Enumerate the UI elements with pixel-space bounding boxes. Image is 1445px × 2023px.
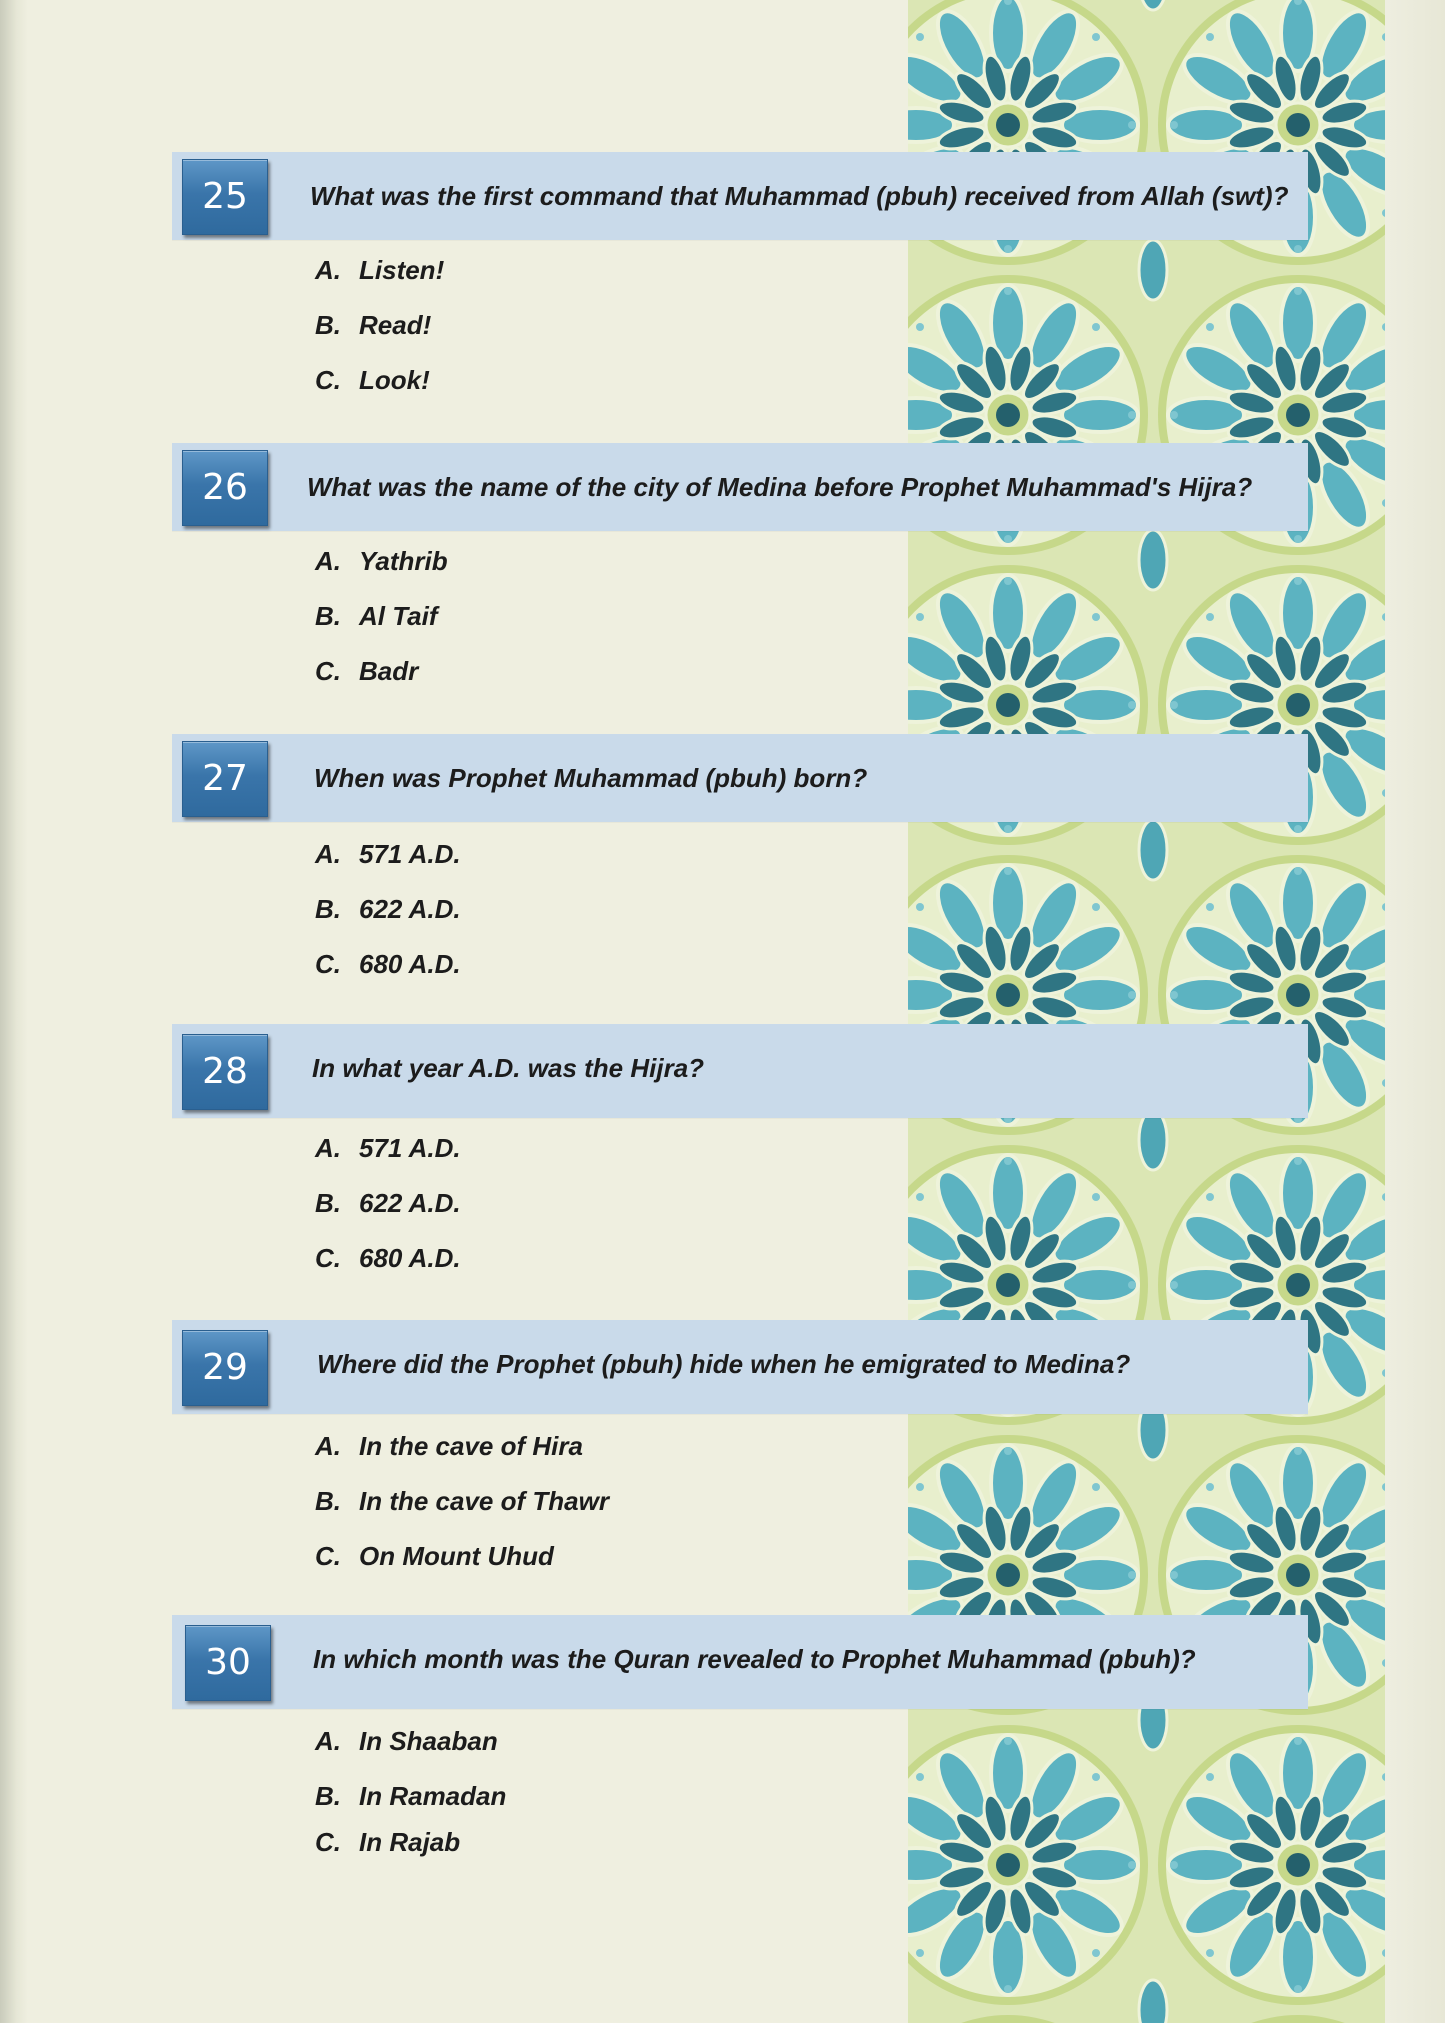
answer-options xyxy=(172,534,1308,699)
answer-option-c[interactable] xyxy=(172,1231,1308,1286)
option-text: Badr xyxy=(359,656,419,686)
question-number-badge: 27 xyxy=(182,741,268,817)
option-letter: C. xyxy=(315,1243,341,1273)
question-banner xyxy=(172,734,1308,822)
answer-option-c[interactable] xyxy=(172,644,1308,699)
option-text: Listen! xyxy=(359,255,445,285)
option-letter: B. xyxy=(315,601,341,631)
option-letter: C. xyxy=(315,1541,341,1571)
question-banner xyxy=(172,1320,1308,1414)
option-text: In the cave of Thawr xyxy=(359,1486,609,1516)
answer-option-a[interactable] xyxy=(172,534,1308,589)
answer-option-a[interactable] xyxy=(172,1419,1308,1474)
question-banner xyxy=(172,152,1308,240)
question-28 xyxy=(172,1024,1308,1286)
question-text: In which month was the Quran revealed to Prophet Muhammad (pbuh)? xyxy=(313,1644,1196,1674)
question-text: What was the name of the city of Medina before Prophet Muhammad's Hijra? xyxy=(307,472,1253,502)
answer-option-b[interactable] xyxy=(172,298,1308,353)
question-text: What was the first command that Muhammad (pbuh) received from Allah (swt)? xyxy=(310,181,1289,211)
option-text: In Shaaban xyxy=(359,1726,498,1756)
right-page-margin xyxy=(1385,0,1445,2023)
option-text: In Rajab xyxy=(359,1827,461,1857)
answer-options xyxy=(172,243,1308,408)
question-banner xyxy=(172,1024,1308,1118)
option-text: 622 A.D. xyxy=(359,894,461,924)
question-27 xyxy=(172,734,1308,992)
question-number-badge: 30 xyxy=(185,1625,271,1701)
answer-options xyxy=(172,1121,1308,1286)
option-letter: A. xyxy=(315,255,341,285)
question-text: Where did the Prophet (pbuh) hide when he emigrated to Medina? xyxy=(317,1349,1131,1379)
question-26 xyxy=(172,443,1308,699)
option-text: In the cave of Hira xyxy=(359,1431,583,1461)
option-letter: A. xyxy=(315,546,341,576)
question-number-badge: 25 xyxy=(182,159,268,235)
option-text: 622 A.D. xyxy=(359,1188,461,1218)
option-text: In Ramadan xyxy=(359,1781,507,1811)
answer-option-a[interactable] xyxy=(172,243,1308,298)
option-letter: C. xyxy=(315,656,341,686)
answer-options xyxy=(172,1419,1308,1584)
option-text: 571 A.D. xyxy=(359,839,461,869)
option-letter: B. xyxy=(315,1188,341,1218)
option-letter: C. xyxy=(315,1827,341,1857)
option-text: Look! xyxy=(359,365,430,395)
answer-option-c[interactable] xyxy=(172,1824,1308,1860)
question-banner xyxy=(172,1615,1308,1709)
option-letter: A. xyxy=(315,839,341,869)
answer-option-c[interactable] xyxy=(172,937,1308,992)
question-30 xyxy=(172,1615,1308,1860)
option-letter: B. xyxy=(315,310,341,340)
question-banner xyxy=(172,443,1308,531)
question-number-badge: 26 xyxy=(182,450,268,526)
option-text: 680 A.D. xyxy=(359,949,461,979)
option-letter: C. xyxy=(315,365,341,395)
option-letter: B. xyxy=(315,894,341,924)
option-text: 680 A.D. xyxy=(359,1243,461,1273)
option-letter: C. xyxy=(315,949,341,979)
question-text: When was Prophet Muhammad (pbuh) born? xyxy=(314,763,868,793)
answer-option-b[interactable] xyxy=(172,589,1308,644)
answer-option-b[interactable] xyxy=(172,882,1308,937)
question-number-badge: 29 xyxy=(182,1330,268,1406)
question-text: In what year A.D. was the Hijra? xyxy=(312,1053,705,1083)
option-text: On Mount Uhud xyxy=(359,1541,554,1571)
option-text: Read! xyxy=(359,310,432,340)
question-number-badge: 28 xyxy=(182,1034,268,1110)
answer-option-a[interactable] xyxy=(172,827,1308,882)
option-letter: A. xyxy=(315,1133,341,1163)
page-binding-shadow xyxy=(0,0,28,2023)
option-text: Yathrib xyxy=(359,546,448,576)
answer-option-a[interactable] xyxy=(172,1714,1308,1769)
answer-option-c[interactable] xyxy=(172,1529,1308,1584)
option-text: 571 A.D. xyxy=(359,1133,461,1163)
option-letter: B. xyxy=(315,1486,341,1516)
answer-option-b[interactable] xyxy=(172,1769,1308,1824)
answer-option-b[interactable] xyxy=(172,1176,1308,1231)
option-letter: B. xyxy=(315,1781,341,1811)
question-29 xyxy=(172,1320,1308,1584)
option-text: Al Taif xyxy=(359,601,438,631)
answer-options xyxy=(172,827,1308,992)
question-25 xyxy=(172,152,1308,408)
option-letter: A. xyxy=(315,1431,341,1461)
answer-option-c[interactable] xyxy=(172,353,1308,408)
answer-options xyxy=(172,1714,1308,1860)
option-letter: A. xyxy=(315,1726,341,1756)
answer-option-a[interactable] xyxy=(172,1121,1308,1176)
answer-option-b[interactable] xyxy=(172,1474,1308,1529)
